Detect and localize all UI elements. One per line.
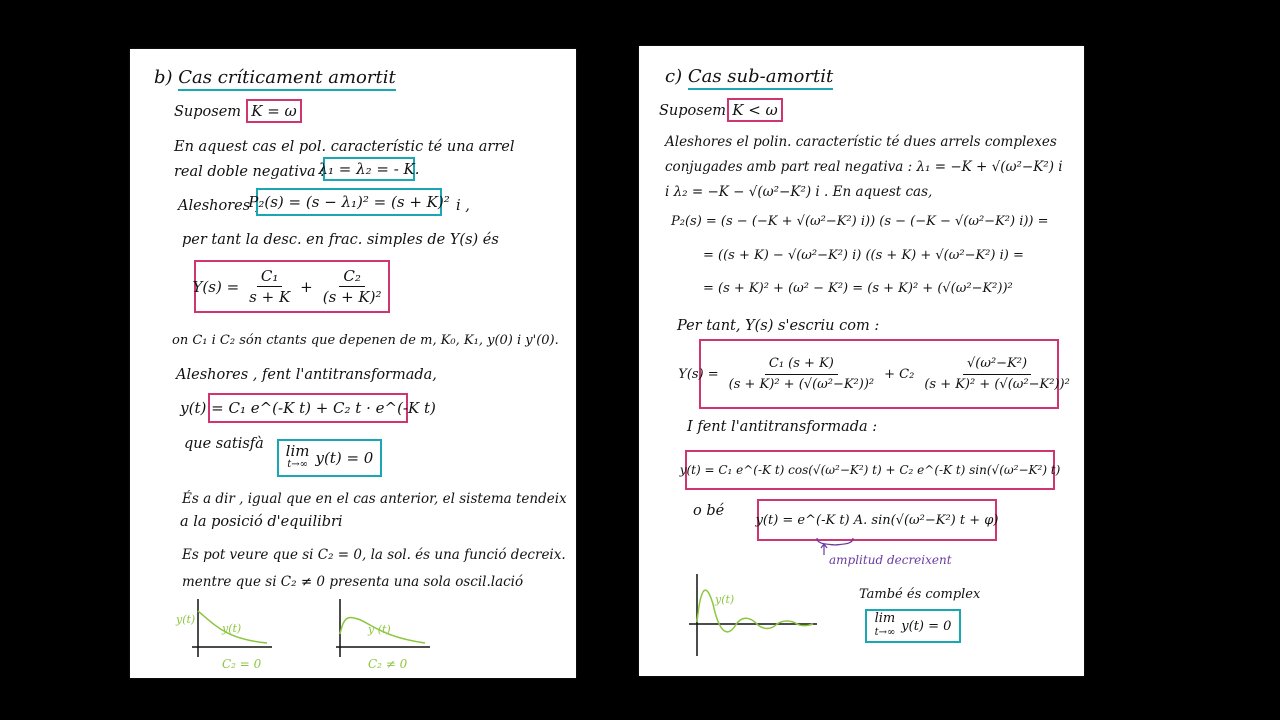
paragraph-line: I fent l'antitransformada : (687, 419, 878, 435)
fraction-denominator: s + K (249, 288, 291, 306)
notes-page-right (639, 46, 1084, 676)
paragraph-line: i λ₂ = −K − √(ω²−K²) i . En aquest cas, (665, 184, 933, 200)
fraction (725, 354, 878, 395)
section-label: b) (154, 67, 173, 88)
fraction (920, 354, 1073, 395)
paragraph-line: Aleshores , fent l'antitransformada, (176, 367, 437, 383)
equation-line: P₂(s) = (s − (−K + √(ω²−K²) i)) (s − (−K − √(ω²−K²) i)) = (671, 214, 1049, 229)
paragraph-line: Aleshores el polin. característic té dues arrels complexes (665, 134, 1057, 150)
o-be-label: o bé (693, 503, 725, 519)
fraction-denominator: (s + K)² (322, 288, 382, 306)
paragraph-line: Per tant, Y(s) s'escriu com : (677, 318, 880, 334)
paragraph-line: per tant la desc. en frac. simples de Y(s) és (182, 232, 499, 248)
limit-operator (286, 444, 310, 472)
limit-expression: y(t) = 0 (901, 618, 952, 634)
suposem-label: Suposem (659, 103, 727, 119)
plus-sign: + (300, 277, 313, 296)
Y-lhs: Y(s) = (678, 366, 719, 382)
paragraph-line: a la posició d'equilibri (180, 514, 343, 530)
partial-fraction-box (194, 260, 390, 313)
limit-box (865, 609, 961, 643)
suposem-label: Suposem (174, 104, 242, 120)
limit-word: lim (285, 442, 310, 460)
paragraph-line: real doble negativa : (174, 164, 326, 180)
alt-solution-box: y(t) = e^(-K t) A. sin(√(ω²−K²) t + φ) (757, 499, 997, 541)
graph-damped-oscillation (685, 574, 825, 664)
aleshores-label: Aleshores , (178, 198, 260, 214)
solution-box: y(t) = C₁ e^(-K t) + C₂ t · e^(-K t) (208, 393, 408, 423)
fraction-numerator: √(ω²−K²) (963, 354, 1031, 375)
equation-line: = (s + K)² + (ω² − K²) = (s + K)² + (√(ω²−K²))² (703, 281, 1013, 296)
fraction-denominator: (s + K)² + (√(ω²−K²))² (924, 376, 1070, 392)
graph2-caption: C₂ ≠ 0 (368, 657, 408, 671)
limit-subscript: t→∞ (874, 627, 896, 638)
limit-subscript: t→∞ (287, 459, 308, 470)
limit-box (277, 439, 382, 477)
plus-c2: + C₂ (884, 366, 915, 382)
also-complex-text: També és complex (859, 587, 981, 602)
fraction-numerator: C₁ (s + K) (765, 354, 838, 375)
paragraph-line: mentre que si C₂ ≠ 0 presenta una sola oscil.lació (182, 574, 524, 590)
assumption-box: K = ω (246, 99, 302, 123)
fraction (245, 266, 294, 307)
graph-y-label: y(t) (715, 593, 735, 606)
graph1-curve-label: y(t) (222, 622, 242, 635)
paragraph-line: En aquest cas el pol. característic té una arrel (174, 139, 515, 155)
characteristic-poly-box: P₂(s) = (s − λ₁)² = (s + K)² (256, 188, 442, 216)
section-heading (154, 69, 396, 87)
paragraph-line: conjugades amb part real negativa : λ₁ = −K + √(ω²−K²) i (665, 159, 1063, 175)
section-label: c) (665, 66, 683, 87)
solution-box: y(t) = C₁ e^(-K t) cos(√(ω²−K²) t) + C₂ e^(-K t) sin(√(ω²−K²) t) (685, 450, 1055, 490)
limit-word: lim (874, 611, 896, 626)
paragraph-line: que satisfà (184, 436, 264, 452)
section-heading (665, 68, 833, 86)
paragraph-line: on C₁ i C₂ són ctants que depenen de m, K₀, K₁, y(0) i y'(0). (172, 333, 559, 348)
conjunction-text: i , (456, 198, 470, 214)
Y-lhs: Y(s) = (192, 277, 240, 296)
graph2-curve-label: y (t) (368, 623, 391, 636)
amplitude-note: amplitud decreixent (829, 553, 952, 567)
section-title: Cas sub-amortit (688, 66, 833, 90)
partial-fraction-box (678, 339, 1070, 409)
graph1-y-label: y(t) (176, 613, 196, 626)
limit-operator (875, 612, 896, 640)
fraction (319, 266, 386, 307)
notes-page-left (130, 49, 576, 678)
fraction-denominator: (s + K)² + (√(ω²−K²))² (728, 376, 875, 392)
assumption-box: K < ω (727, 98, 783, 122)
fraction-numerator: C₂ (339, 266, 365, 287)
paragraph-line: Es pot veure que si C₂ = 0, la sol. és una funció decreix. (182, 547, 566, 563)
section-title: Cas críticament amortit (178, 67, 395, 91)
limit-expression: y(t) = 0 (315, 449, 374, 467)
graph1-caption: C₂ = 0 (222, 657, 262, 671)
paragraph-line: És a dir , igual que en el cas anterior, el sistema tendeix (182, 491, 567, 507)
fraction-numerator: C₁ (257, 266, 283, 287)
equation-line: = ((s + K) − √(ω²−K²) i) ((s + K) + √(ω²−K²) i) = (703, 248, 1024, 263)
roots-box: λ₁ = λ₂ = - K. (323, 157, 415, 181)
